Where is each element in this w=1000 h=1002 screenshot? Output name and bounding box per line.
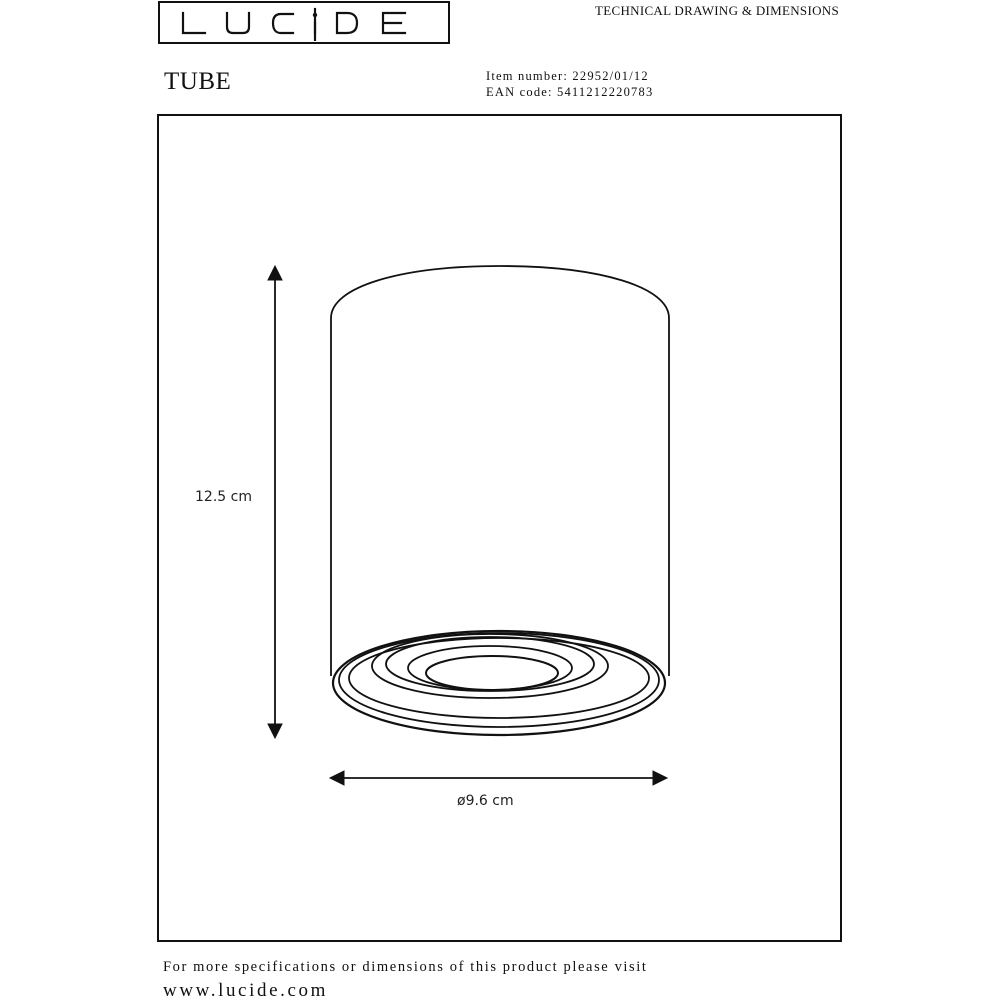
lens-ring-inner bbox=[408, 646, 572, 690]
document-type: TECHNICAL DRAWING & DIMENSIONS bbox=[595, 3, 839, 18]
footer-note: For more specifications or dimensions of this product please visit bbox=[163, 959, 648, 975]
item-number: Item number: 22952/01/12 bbox=[486, 69, 649, 83]
height-dimension bbox=[268, 266, 282, 738]
diameter-dimension bbox=[330, 771, 667, 785]
bottom-inner-rim bbox=[349, 638, 649, 718]
product-name: TUBE bbox=[164, 68, 232, 95]
height-label: 12.5 cm bbox=[195, 489, 252, 505]
lens-core bbox=[426, 656, 558, 690]
website-link[interactable]: www.lucide.com bbox=[163, 980, 328, 1001]
ean-code: EAN code: 5411212220783 bbox=[486, 85, 654, 99]
diameter-label: ø9.6 cm bbox=[457, 793, 514, 809]
bottom-rim-ring bbox=[339, 633, 659, 727]
cylinder-top-edge bbox=[331, 266, 669, 318]
